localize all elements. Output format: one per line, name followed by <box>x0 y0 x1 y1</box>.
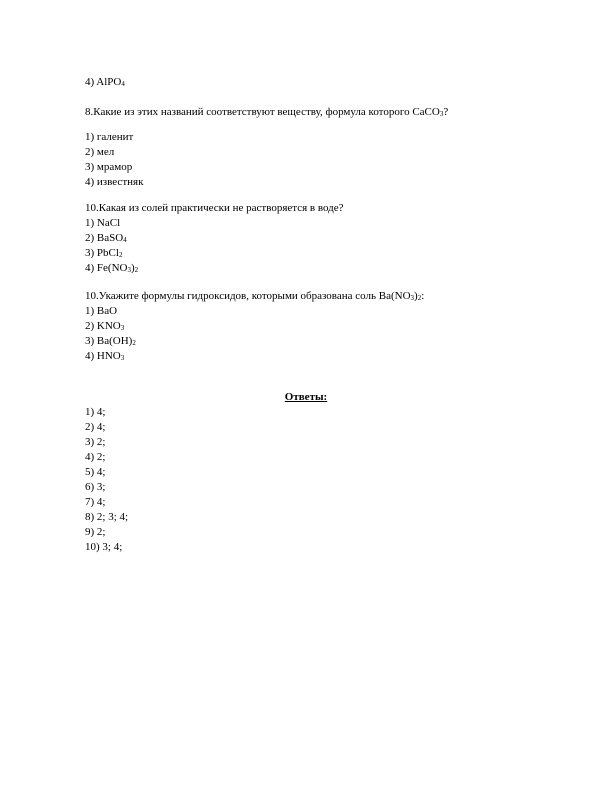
q10b-option-3: 3) $Ba(OH)_2$ <box>85 335 136 347</box>
q10a-option-2: 2) BaSO$_4$ <box>85 232 127 244</box>
answer-item: 7) 4; <box>85 496 106 508</box>
answer-item: 3) 2; <box>85 436 106 448</box>
q10a-option-4: 4) $Fe(NO_3)_2$ <box>85 262 139 274</box>
answer-item: 10) 3; 4; <box>85 541 123 553</box>
question-8-options <box>85 130 545 190</box>
answer-item: 1) 4; <box>85 406 106 418</box>
answers-title: Ответы: <box>284 391 328 403</box>
answer-item: 8) 2; 3; 4; <box>85 511 129 523</box>
q10b-option-4: 4) $HNO_3$ <box>85 350 125 362</box>
answer-item: 2) 4; <box>85 421 106 433</box>
q10a-question-text: 10.Какая из солей практически не растворяется в воде? <box>85 202 344 214</box>
q10b-option-1: 1) BaO <box>85 305 118 317</box>
question-7-tail <box>85 75 545 90</box>
answer-item: 9) 2; <box>85 526 106 538</box>
question-8 <box>85 105 545 120</box>
q8-option-2: 2) мел <box>85 146 115 158</box>
answer-item: 5) 4; <box>85 466 106 478</box>
q8-option-1: 1) галенит <box>85 131 134 143</box>
answer-item: 4) 2; <box>85 451 106 463</box>
q8-option-3: 3) мрамор <box>85 161 133 173</box>
q10a-option-3: 3) PbCl$_2$ <box>85 247 123 259</box>
q10b-question-text: 10.Укажите формулы гидроксидов, которыми образована соль $Ba(NO_3)_2$: <box>85 290 425 302</box>
q8-question-text: 8.Какие из этих названий соответствуют веществу, формула которого CaCO$_3$? <box>85 106 449 118</box>
answers-list <box>85 405 545 555</box>
question-10a <box>85 201 545 276</box>
question-10b <box>85 289 545 364</box>
q8-option-4: 4) известняк <box>85 176 144 188</box>
q10b-option-2: 2) $KNO_3$ <box>85 320 125 332</box>
answer-item: 6) 3; <box>85 481 106 493</box>
q10a-option-1: 1) NaCl <box>85 217 121 229</box>
q7-option-4: 4) AlPO$_4$ <box>85 76 125 88</box>
